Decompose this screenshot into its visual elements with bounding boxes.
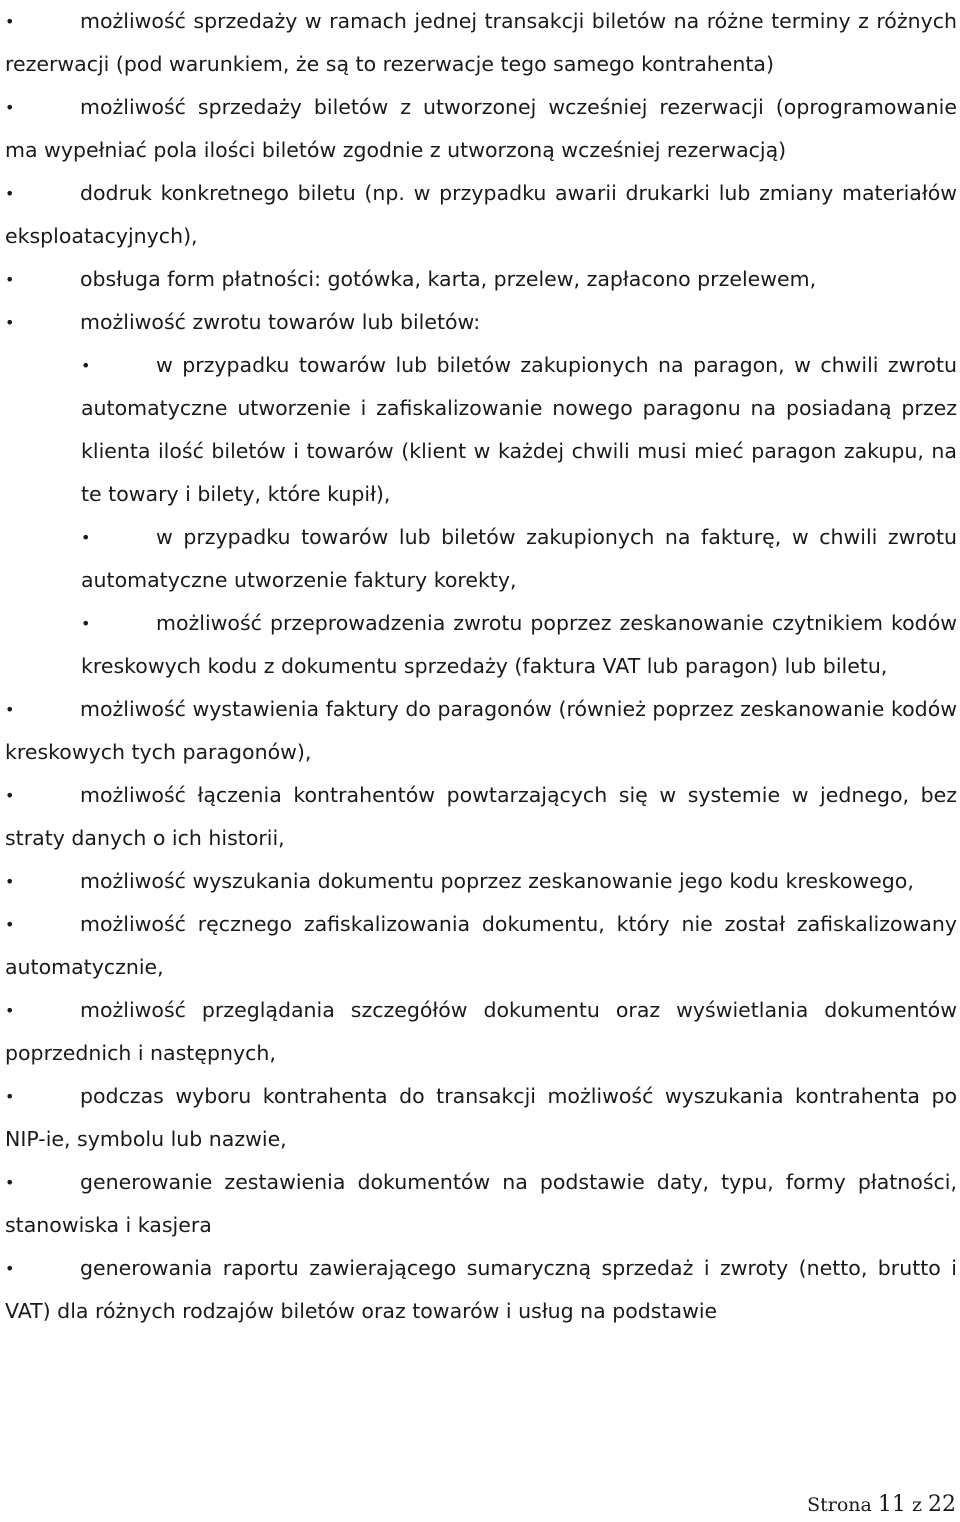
list-item: • możliwość ręcznego zafiskalizowania dokumentu, który nie został zafiskalizowany automatycznie,: [5, 903, 957, 989]
total-pages: 22: [928, 1492, 956, 1517]
list-item: • możliwość sprzedaży biletów z utworzonej wcześniej rezerwacji (oprogramowanie ma wypełniać pola ilości biletów zgodnie z utworzoną wcześniej rezerwacją): [5, 86, 957, 172]
page-separator: z: [911, 1494, 922, 1516]
page-number: [807, 1492, 956, 1518]
list-item: • dodruk konkretnego biletu (np. w przypadku awarii drukarki lub zmiany materiałów eksploatacyjnych),: [5, 172, 957, 258]
list-item: • podczas wyboru kontrahenta do transakcji możliwość wyszukania kontrahenta po NIP-ie, symbolu lub nazwie,: [5, 1075, 957, 1161]
list-item: • możliwość wyszukania dokumentu poprzez zeskanowanie jego kodu kreskowego,: [5, 860, 957, 903]
list-item: • możliwość sprzedaży w ramach jednej transakcji biletów na różne terminy z różnych rezerwacji (pod warunkiem, że są to rezerwacje tego samego kontrahenta): [5, 0, 957, 86]
sub-list-item: • w przypadku towarów lub biletów zakupionych na fakturę, w chwili zwrotu automatyczne utworzenie faktury korekty,: [81, 516, 957, 602]
list-item: • możliwość zwrotu towarów lub biletów:: [5, 301, 957, 344]
sub-list-item: • w przypadku towarów lub biletów zakupionych na paragon, w chwili zwrotu automatyczne utworzenie i zafiskalizowanie nowego paragonu na posiadaną przez klienta ilość biletów i towarów (klient w każdej chwili musi mieć paragon zakupu, na te towary i bilety, które kupił),: [81, 344, 957, 516]
list-item: • generowania raportu zawierającego sumaryczną sprzedaż i zwroty (netto, brutto i VAT) dla różnych rodzajów biletów oraz towarów i usług na podstawie: [5, 1247, 957, 1333]
current-page: 11: [877, 1492, 906, 1517]
list-item: • możliwość łączenia kontrahentów powtarzających się w systemie w jednego, bez straty danych o ich historii,: [5, 774, 957, 860]
list-item: • obsługa form płatności: gotówka, karta, przelew, zapłacono przelewem,: [5, 258, 957, 301]
list-item: • możliwość przeglądania szczegółów dokumentu oraz wyświetlania dokumentów poprzednich i następnych,: [5, 989, 957, 1075]
page-label: Strona: [807, 1494, 872, 1516]
list-item: • generowanie zestawienia dokumentów na podstawie daty, typu, formy płatności, stanowiska i kasjera: [5, 1161, 957, 1247]
list-item: • możliwość wystawienia faktury do paragonów (również poprzez zeskanowanie kodów kreskowych tych paragonów),: [5, 688, 957, 774]
sub-list-item: • możliwość przeprowadzenia zwrotu poprzez zeskanowanie czytnikiem kodów kreskowych kodu z dokumentu sprzedaży (faktura VAT lub paragon) lub biletu,: [81, 602, 957, 688]
requirements-list: [5, 0, 957, 1333]
